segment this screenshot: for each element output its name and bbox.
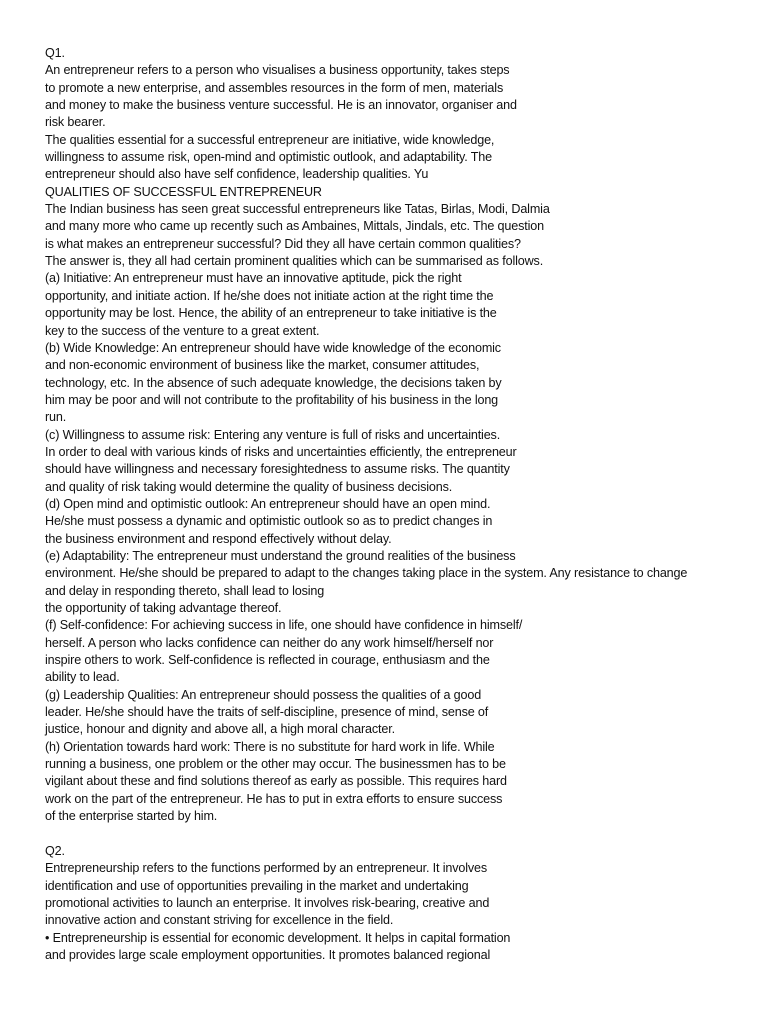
q1-line: (e) Adaptability: The entrepreneur must understand the ground realities of the business (45, 548, 516, 563)
q1-line: (c) Willingness to assume risk: Entering any venture is full of risks and uncertainties. (45, 427, 501, 442)
q1-line: and quality of risk taking would determine the quality of business decisions. (45, 479, 453, 494)
q1-line: vigilant about these and find solutions thereof as early as possible. This requires hard (45, 774, 507, 789)
q1-line: willingness to assume risk, open-mind and optimistic outlook, and adaptability. The (45, 150, 492, 165)
q1-line: him may be poor and will not contribute to the profitability of his business in the long (45, 392, 499, 407)
q2-line: identification and use of opportunities prevailing in the market and undertaking (45, 878, 469, 893)
q1-line: of the enterprise started by him. (45, 809, 218, 824)
q1-heading: Q1. (45, 46, 65, 60)
q2-line: and provides large scale employment opportunities. It promotes balanced regional (45, 947, 491, 962)
q1-line: ability to lead. (45, 670, 120, 685)
q1-line: The Indian business has seen great successful entrepreneurs like Tatas, Birlas, Modi, Dalmia (45, 202, 550, 217)
q1-line: herself. A person who lacks confidence can neither do any work himself/herself nor (45, 635, 494, 650)
q1-line: and money to make the business venture successful. He is an innovator, organiser and (45, 98, 517, 113)
q1-line: (d) Open mind and optimistic outlook: An entrepreneur should have an open mind. (45, 496, 491, 511)
q1-line: (f) Self-confidence: For achieving success in life, one should have confidence in himself/ (45, 618, 523, 633)
q2-line: Entrepreneurship refers to the functions performed by an entrepreneur. It involves (45, 861, 488, 876)
q1-line: (g) Leadership Qualities: An entrepreneur should possess the qualities of a good (45, 687, 482, 702)
q1-line: justice, honour and dignity and above all, a high moral character. (45, 722, 395, 737)
q1-line: In order to deal with various kinds of risks and uncertainties efficiently, the entrepreneur (45, 444, 517, 459)
section-heading: QUALITIES OF SUCCESSFUL ENTREPRENEUR (45, 184, 322, 199)
q1-line: leader. He/she should have the traits of self-discipline, presence of mind, sense of (45, 705, 489, 720)
q1-line: is what makes an entrepreneur successful? Did they all have certain common qualities? (45, 236, 521, 251)
q1-line: the business environment and respond effectively without delay. (45, 531, 392, 546)
q2-bullet-line: • Entrepreneurship is essential for economic development. It helps in capital formation (45, 930, 511, 945)
q1-line: and non-economic environment of business like the market, consumer attitudes, (45, 358, 480, 373)
q1-line: opportunity, and initiate action. If he/she does not initiate action at the right time the (45, 288, 494, 303)
q1-line: An entrepreneur refers to a person who visualises a business opportunity, takes steps (45, 63, 510, 78)
q1-line: risk bearer. (45, 115, 106, 130)
q1-line: opportunity may be lost. Hence, the ability of an entrepreneur to take initiative is the (45, 306, 497, 321)
q1-line: He/she must possess a dynamic and optimistic outlook so as to predict changes in (45, 514, 493, 529)
q1-line: key to the success of the venture to a great extent. (45, 323, 320, 338)
q1-line: (a) Initiative: An entrepreneur must have an innovative aptitude, pick the right (45, 271, 462, 286)
q2-line: innovative action and constant striving for excellence in the field. (45, 913, 394, 928)
q1-line: (h) Orientation towards hard work: There is no substitute for hard work in life. While (45, 739, 495, 754)
paragraph-spacer (45, 825, 745, 842)
document-page (45, 45, 745, 964)
q1-line: work on the part of the entrepreneur. He has to put in extra efforts to ensure success (45, 791, 503, 806)
q2-heading: Q2. (45, 843, 65, 858)
q1-line: and many more who came up recently such as Ambaines, Mittals, Jindals, etc. The question (45, 219, 544, 234)
q1-line: The qualities essential for a successful entrepreneur are initiative, wide knowledge, (45, 132, 495, 147)
q1-line: run. (45, 410, 67, 425)
q1-line: technology, etc. In the absence of such adequate knowledge, the decisions taken by (45, 375, 502, 390)
q1-line: inspire others to work. Self-confidence is reflected in courage, enthusiasm and the (45, 653, 490, 668)
q1-line: the opportunity of taking advantage thereof. (45, 601, 282, 615)
q2-line: promotional activities to launch an enterprise. It involves risk-bearing, creative and (45, 895, 490, 910)
q1-line: should have willingness and necessary foresightedness to assume risks. The quantity (45, 462, 510, 477)
q1-line: The answer is, they all had certain prominent qualities which can be summarised as follows. (45, 254, 544, 269)
q1-line: environment. He/she should be prepared to adapt to the changes taking place in the system. Any resistance to change (45, 566, 688, 581)
q1-line: to promote a new enterprise, and assembles resources in the form of men, materials (45, 80, 504, 95)
q1-line: (b) Wide Knowledge: An entrepreneur should have wide knowledge of the economic (45, 340, 501, 355)
q1-line: entrepreneur should also have self confidence, leadership qualities. Yu (45, 167, 429, 182)
q1-line: running a business, one problem or the other may occur. The businessmen has to be (45, 757, 506, 772)
q1-line: and delay in responding thereto, shall lead to losing (45, 583, 325, 598)
